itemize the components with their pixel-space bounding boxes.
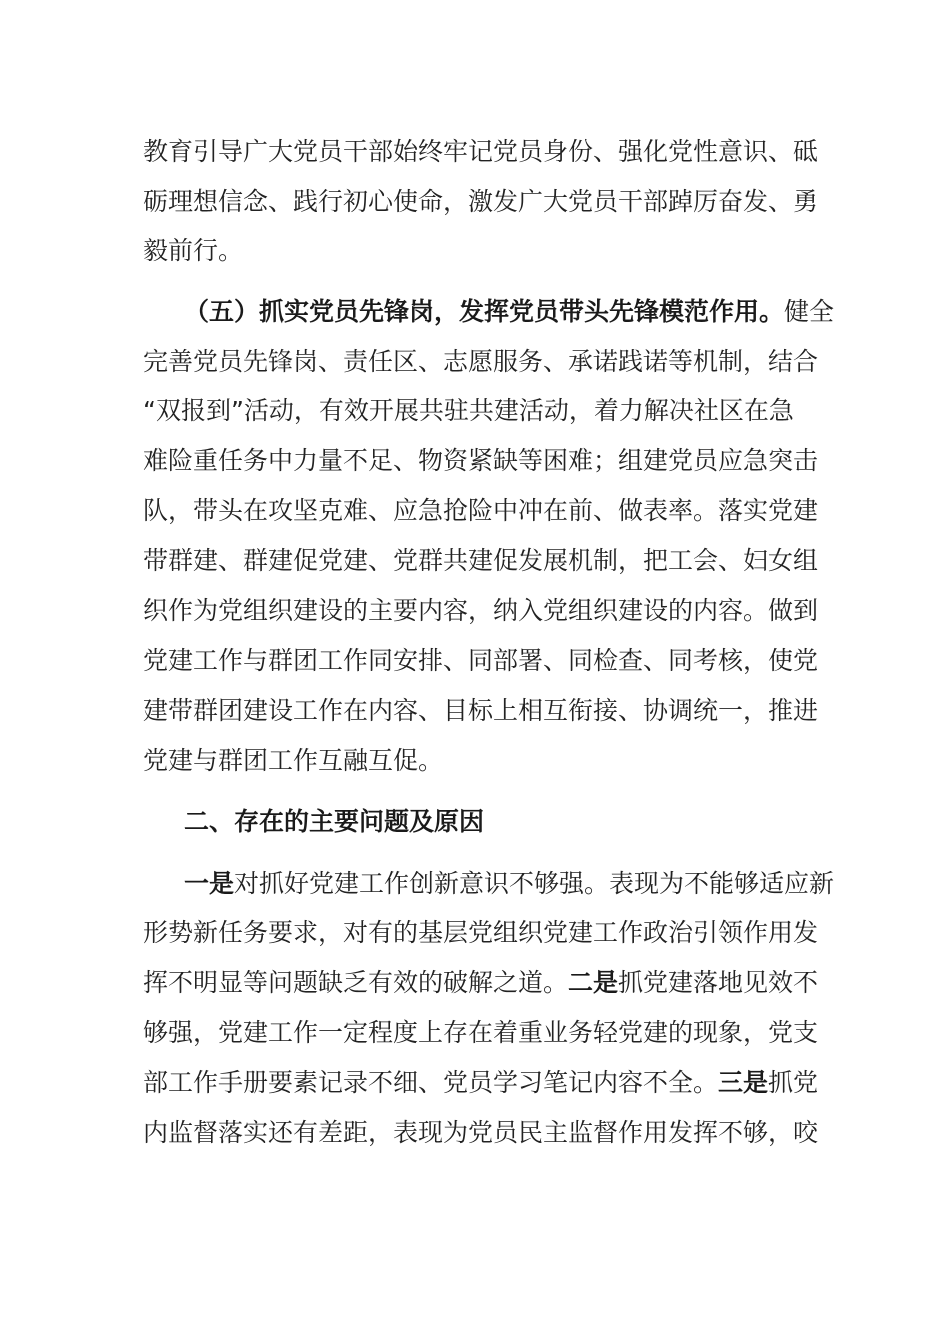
subsection-heading: （五）抓实党员先锋岗，发挥党员带头先锋模范作用。 — [184, 297, 785, 326]
paragraph-line: 带群建、群建促党建、党群共建促发展机制，把工会、妇女组 — [143, 546, 819, 575]
paragraph-line: 完善党员先锋岗、责任区、志愿服务、承诺践诺等机制，结合 — [143, 347, 819, 376]
paragraph-line: 队，带头在攻坚克难、应急抢险中冲在前、做表率。落实党建 — [143, 496, 819, 525]
paragraph-line: 建带群团建设工作在内容、目标上相互衔接、协调统一，推进 — [143, 696, 819, 725]
paragraph-text: 健全 — [784, 297, 835, 326]
paragraph-line: 党建与群团工作互融互促。 — [143, 746, 444, 775]
paragraph-line — [184, 292, 848, 332]
paragraph-line: 难险重任务中力量不足、物资紧缺等困难；组建党员应急突击 — [143, 446, 819, 475]
paragraph-text: 挥不明显等问题缺乏有效的破解之道。 — [143, 968, 569, 997]
paragraph-text: 抓党 — [768, 1068, 819, 1097]
paragraph-text: 抓党建落地见效不 — [618, 968, 819, 997]
paragraph-line: “双报到”活动，有效开展共驻共建活动，着力解决社区在急 — [143, 396, 794, 425]
paragraph-line: 毅前行。 — [143, 236, 244, 265]
paragraph-line: 内监督落实还有差距，表现为党员民主监督作用发挥不够，咬 — [143, 1118, 819, 1147]
paragraph-line — [143, 963, 819, 1003]
lead-label: 二是 — [568, 968, 619, 997]
section-heading: 二、存在的主要问题及原因 — [184, 807, 485, 836]
paragraph-text: 部工作手册要素记录不细、党员学习笔记内容不全。 — [143, 1068, 719, 1097]
paragraph-line — [184, 864, 848, 904]
paragraph-text: 对抓好党建工作创新意识不够强。表现为不能够适应新 — [234, 869, 835, 898]
lead-label: 一是 — [184, 869, 235, 898]
paragraph-line: 织作为党组织建设的主要内容，纳入党组织建设的内容。做到 — [143, 596, 819, 625]
paragraph-line: 党建工作与群团工作同安排、同部署、同检查、同考核，使党 — [143, 646, 819, 675]
paragraph-line: 砺理想信念、践行初心使命，激发广大党员干部踔厉奋发、勇 — [143, 187, 819, 216]
paragraph-line: 形势新任务要求，对有的基层党组织党建工作政治引领作用发 — [143, 918, 819, 947]
lead-label: 三是 — [718, 1068, 769, 1097]
paragraph-line: 教育引导广大党员干部始终牢记党员身份、强化党性意识、砥 — [143, 137, 819, 166]
paragraph-line: 够强，党建工作一定程度上存在着重业务轻党建的现象，党支 — [143, 1018, 819, 1047]
paragraph-line — [143, 1063, 819, 1103]
